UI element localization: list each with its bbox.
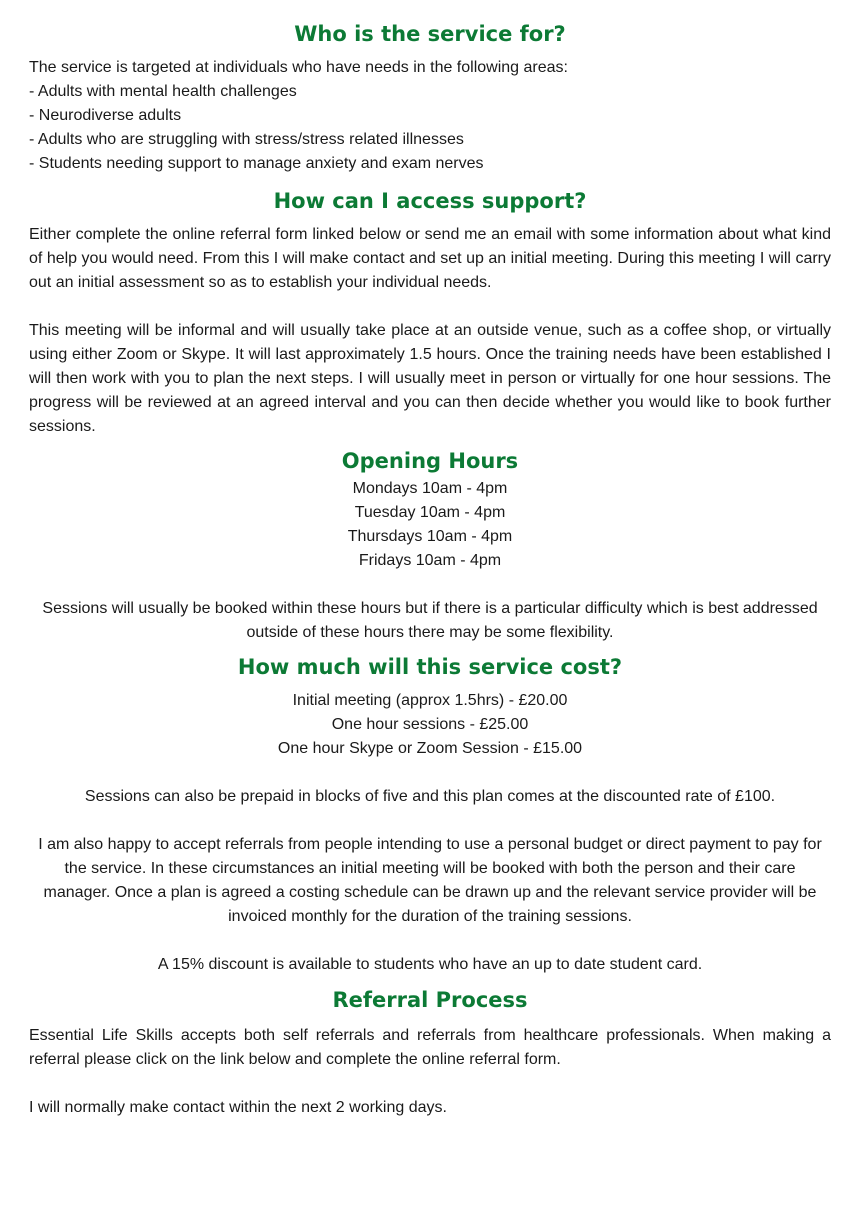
referral-paragraph-2: I will normally make contact within the next 2 working days. xyxy=(29,1099,447,1116)
referral-paragraph-1: Essential Life Skills accepts both self referrals and referrals from healthcare professionals. When making a referral please click on the link below and complete the online referral form. xyxy=(29,1027,831,1068)
paragraph-spacer xyxy=(29,929,831,953)
hours-note: Sessions will usually be booked within these hours but if there is a particular difficulty which is best addressed outside of these hours there may be some flexibility. xyxy=(42,600,818,641)
hours-line: Fridays 10am - 4pm xyxy=(358,552,502,569)
access-section-body xyxy=(29,223,831,439)
paragraph-spacer xyxy=(29,809,831,833)
access-heading: How can I access support? xyxy=(273,189,587,213)
who-list-item: - Adults with mental health challenges xyxy=(29,83,297,100)
who-list-item: - Adults who are struggling with stress/stress related illnesses xyxy=(29,131,464,148)
who-section-body xyxy=(29,56,831,176)
cost-prepaid-note: Sessions can also be prepaid in blocks of five and this plan comes at the discounted rate of £100. xyxy=(84,788,776,805)
paragraph-spacer xyxy=(29,295,831,319)
referral-section-body xyxy=(29,1024,831,1120)
cost-budget-note: I am also happy to accept referrals from people intending to use a personal budget or direct payment to pay for the service. In these circumstances an initial meeting will be booked with both the person and their care manager. Once a plan is agreed a costing schedule can be drawn up and the relevant service provider will be invoiced monthly for the duration of the training sessions. xyxy=(38,836,822,925)
who-list-item: - Students needing support to manage anxiety and exam nerves xyxy=(29,155,484,172)
access-paragraph-2: This meeting will be informal and will usually take place at an outside venue, such as a coffee shop, or virtually using either Zoom or Skype. It will last approximately 1.5 hours. Once the training needs have been established I will then work with you to plan the next steps. I will usually meet in person or virtually for one hour sessions. The progress will be reviewed at an agreed interval and you can then decide whether you would like to book further sessions. xyxy=(29,322,831,435)
cost-line: One hour Skype or Zoom Session - £15.00 xyxy=(277,740,583,757)
cost-student-discount: A 15% discount is available to students who have an up to date student card. xyxy=(157,956,703,973)
hours-line: Thursdays 10am - 4pm xyxy=(347,528,513,545)
access-paragraph-1: Either complete the online referral form linked below or send me an email with some information about what kind of help you would need. From this I will make contact and set up an initial meeting. During this meeting I will carry out an initial assessment so as to establish your individual needs. xyxy=(29,226,831,291)
cost-heading: How much will this service cost? xyxy=(237,655,623,679)
hours-line: Mondays 10am - 4pm xyxy=(352,480,508,497)
cost-line: One hour sessions - £25.00 xyxy=(331,716,529,733)
paragraph-spacer xyxy=(29,573,831,597)
who-intro: The service is targeted at individuals who have needs in the following areas: xyxy=(29,59,568,76)
hours-heading: Opening Hours xyxy=(341,449,519,473)
who-list-item: - Neurodiverse adults xyxy=(29,107,182,124)
referral-heading: Referral Process xyxy=(332,988,528,1012)
cost-section-body xyxy=(29,689,831,977)
who-heading: Who is the service for? xyxy=(294,22,566,46)
hours-section-body xyxy=(29,477,831,645)
cost-line: Initial meeting (approx 1.5hrs) - £20.00 xyxy=(292,692,568,709)
paragraph-spacer xyxy=(29,1072,831,1096)
hours-line: Tuesday 10am - 4pm xyxy=(354,504,506,521)
paragraph-spacer xyxy=(29,761,831,785)
